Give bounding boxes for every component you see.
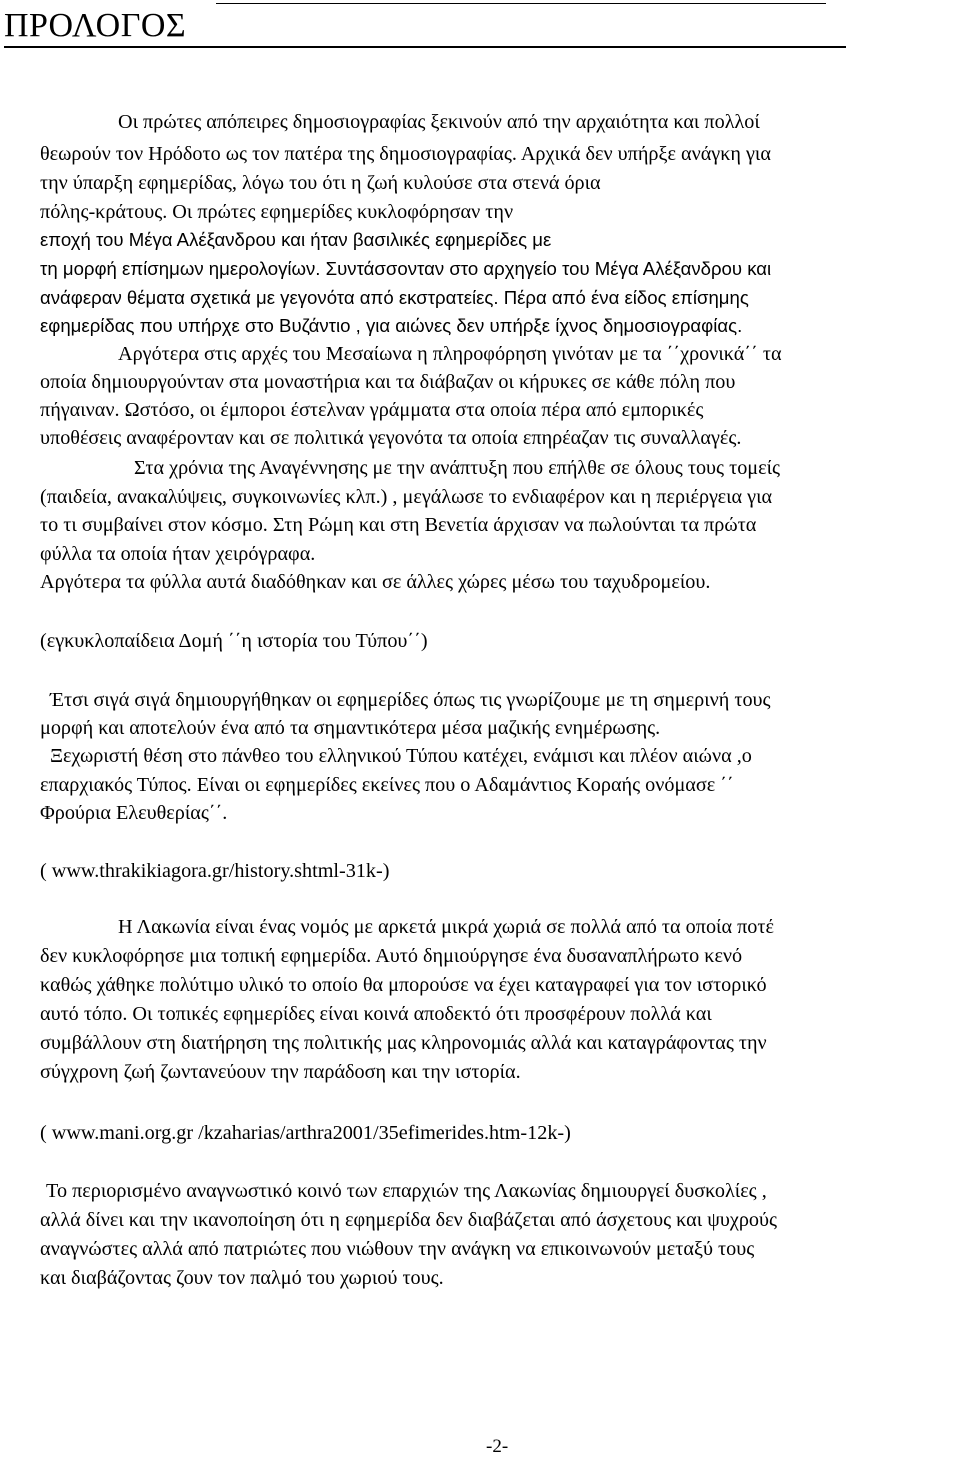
- citation: (εγκυκλοπαίδεια Δομή ΄΄η ιστορία του Τύπου΄΄): [40, 630, 428, 652]
- text-line: Στα χρόνια της Αναγέννησης με την ανάπτυξη που επήλθε σε όλους τους τομείς: [134, 457, 781, 479]
- text-line: εφημερίδας που υπήρχε στο Βυζάντιο , για αιώνες δεν υπήρξε ίχνος δημοσιογραφίας.: [40, 315, 743, 336]
- text-line: Αργότερα τα φύλλα αυτά διαδόθηκαν και σε άλλες χώρες μέσω του ταχυδρομείου.: [40, 571, 711, 593]
- text-line: Το περιορισμένο αναγνωστικό κοινό των επαρχιών της Λακωνίας δημιουργεί δυσκολίες ,: [46, 1180, 767, 1202]
- text-line: πήγαιναν. Ωστόσο, οι έμποροι έστελναν γράμματα στα οποία πέρα από εμπορικές: [40, 399, 704, 421]
- text-line: ανάφεραν θέματα σχετικά με γεγονότα από εκστρατείες. Πέρα από ένα είδος επίσημης: [40, 287, 749, 308]
- text-line: αναγνώστες αλλά από πατριώτες που νιώθουν την ανάγκη να επικοινωνούν μεταξύ τους: [40, 1238, 755, 1260]
- text-line: και διαβάζοντας ζουν τον παλμό του χωριού τους.: [40, 1267, 444, 1289]
- text-line: Φρούρια Ελευθερίας΄΄.: [40, 802, 228, 824]
- top-rule: [216, 3, 826, 4]
- text-line: επαρχιακός Τύπος. Είναι οι εφημερίδες εκείνες που ο Αδαμάντιος Κοραής ονόμασε ΄΄: [40, 774, 734, 796]
- text-line: εποχή του Μέγα Αλέξανδρου και ήταν βασιλικές εφημερίδες με: [40, 229, 552, 250]
- text-line: θεωρούν τον Ηρόδοτο ως τον πατέρα της δημοσιογραφίας. Αρχικά δεν υπήρξε ανάγκη για: [40, 143, 771, 165]
- title-underline: [4, 6, 846, 48]
- text-line: την ύπαρξη εφημερίδας, λόγω του ότι η ζωή κυλούσε στα στενά όρια: [40, 172, 601, 194]
- text-line: συμβάλλουν στη διατήρηση της πολιτικής μας κληρονομιάς αλλά και καταγράφοντας την: [40, 1032, 767, 1054]
- text-line: αλλά δίνει και την ικανοποίηση ότι η εφημερίδα δεν διαβάζεται από άσχετους και ψυχρούς: [40, 1209, 777, 1231]
- citation: ( www.thrakikiagora.gr/history.shtml-31k-): [40, 860, 390, 882]
- citation: ( www.mani.org.gr /kzaharias/arthra2001/35efimerides.htm-12k-): [40, 1122, 571, 1144]
- text-line: μορφή και αποτελούν ένα από τα σημαντικότερα μέσα μαζικής ενημέρωσης.: [40, 717, 661, 739]
- text-line: οποία δημιουργούνταν στα μοναστήρια και τα διάβαζαν οι κήρυκες σε κάθε πόλη που: [40, 371, 736, 393]
- text-line: Έτσι σιγά σιγά δημιουργήθηκαν οι εφημερίδες όπως τις γνωρίζουμε με τη σημερινή τους: [50, 689, 771, 711]
- text-line: Οι πρώτες απόπειρες δημοσιογραφίας ξεκινούν από την αρχαιότητα και πολλοί: [118, 111, 760, 133]
- text-line: πόλης-κράτους. Οι πρώτες εφημερίδες κυκλοφόρησαν την: [40, 201, 514, 223]
- text-line: Ξεχωριστή θέση στο πάνθεο του ελληνικού Τύπου κατέχει, ενάμισι και πλέον αιώνα ,ο: [50, 745, 752, 767]
- text-line: καθώς χάθηκε πολύτιμο υλικό το οποίο θα μπορούσε να έχει καταγραφεί για τον ιστορικό: [40, 974, 767, 996]
- page-number: -2-: [486, 1436, 509, 1457]
- text-line: τη μορφή επίσημων ημερολογίων. Συντάσσονταν στο αρχηγείο του Μέγα Αλέξανδρου και: [40, 258, 772, 279]
- text-line: το τι συμβαίνει στον κόσμο. Στη Ρώμη και στη Βενετία άρχισαν να πωλούνται τα πρώτα: [40, 514, 757, 536]
- text-line: σύγχρονη ζωή ζωντανεύουν την παράδοση και την ιστορία.: [40, 1061, 521, 1083]
- page-title: ΠΡΟΛΟΓΟΣ: [4, 7, 187, 44]
- text-line: αυτό τόπο. Οι τοπικές εφημερίδες είναι κοινά αποδεκτό ότι προσφέρουν πολλά και: [40, 1003, 712, 1025]
- text-line: φύλλα τα οποία ήταν χειρόγραφα.: [40, 543, 316, 565]
- text-line: Αργότερα στις αρχές του Μεσαίωνα η πληροφόρηση γινόταν με τα ΄΄χρονικά΄΄ τα: [118, 343, 782, 365]
- text-line: (παιδεία, ανακαλύψεις, συγκοινωνίες κλπ.) , μεγάλωσε το ενδιαφέρον και η περιέργεια για: [40, 486, 773, 508]
- text-line: δεν κυκλοφόρησε μια τοπική εφημερίδα. Αυτό δημιούργησε ένα δυσαναπλήρωτο κενό: [40, 945, 743, 967]
- text-line: Η Λακωνία είναι ένας νομός με αρκετά μικρά χωριά σε πολλά από τα οποία ποτέ: [118, 916, 774, 938]
- text-line: υποθέσεις αναφέρονταν και σε πολιτικά γεγονότα τα οποία επηρέαζαν τις συναλλαγές.: [40, 427, 742, 449]
